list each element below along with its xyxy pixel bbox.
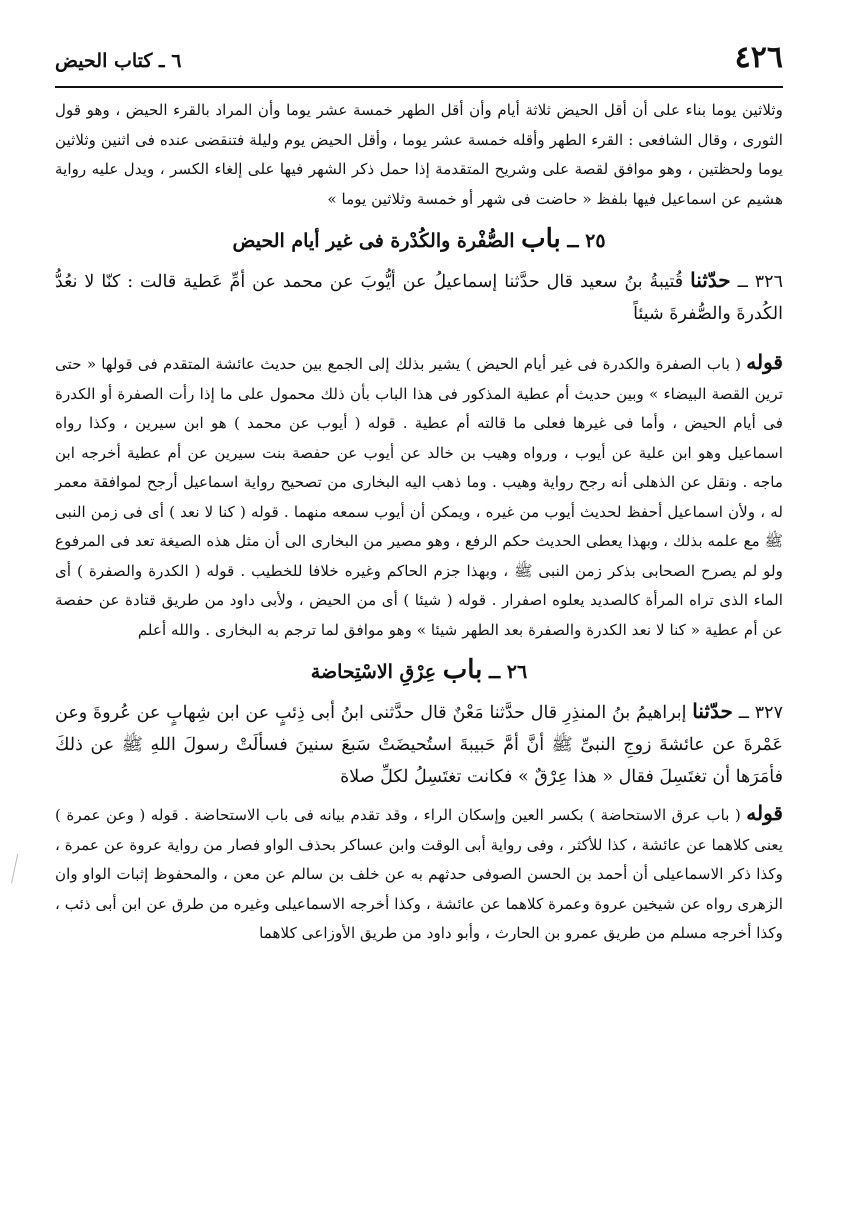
hadith-text: قُتيبةُ بنُ سعيد قال حدَّثنا إسماعيلُ عن أيُّوبَ عن محمد عن أمِّ عَطية قالت : كنّا لا نعُدُّ الكُدرةَ والصُّفرةَ شيئاً: [55, 272, 783, 324]
chapter-title: الصُّفْرة والكُدْرة فى غير أيام الحيض: [232, 230, 515, 252]
chapter-number: ٢٥ ــ: [567, 230, 606, 252]
separator: [55, 336, 783, 348]
commentary-text: ( باب الصفرة والكدرة فى غير أيام الحيض ) يشير بذلك إلى الجمع بين حديث عائشة المتقدم فى قولها « حتى ترين القصة البيضاء » وبين حديث أم عطية المذكور فى هذا الباب بأن ذلك محمول على ما إذا رأت الصفرة أو الكدرة فى أيام الحيض ، وأما فى غيرها فعلى ما قالته أم عطية . قوله ( أيوب عن محمد ) هو ابن سيرين ، وكذا رواه اسماعيل وهو ابن علية عن أيوب ، ورواه وهيب بن خالد عن أيوب عن حفصة بنت سيرين عن أم عطية أخرجه ابن ماجه . ونقل عن الذهلى أنه رجح رواية وهيب . وما ذهب اليه البخارى من تصحيح رواية اسماعيل أرجح لموافقة معمر له ، ولأن اسماعيل أحفظ لحديث أيوب من غيره ، ويمكن أن أيوب سمعه منهما . قوله ( كنا لا نعد ) أى فى زمن النبى ﷺ مع علمه بذلك ، وبهذا يعطى الحديث حكم الرفع ، وهو مصير من البخارى الى أن مثل هذه الصيغة تعد فى المرفوع ولو لم يصرح الصحابى بذكر زمن النبى ﷺ ، وبهذا جزم الحاكم وغيره خلافا للخطيب . قوله ( الكدرة والصفرة ) أى الماء الذى تراه المرأة كالصديد يعلوه اصفرار . قوله ( شيئا ) أى من الحيض ، ولأبى داود من طريق قتادة عن حفصة عن أم عطية « كنا لا نعد الكدرة والصفرة بعد الطهر شيئا » وهو موافق لما ترجم به البخارى . والله أعلم: [55, 355, 783, 639]
bab-word: باب: [521, 224, 561, 254]
commentary-text: ( باب عرق الاستحاضة ) بكسر العين وإسكان الراء ، وقد تقدم بيانه فى باب الاستحاضة . قوله ( وعن عمرة ) يعنى كلاهما عن عائشة ، كذا للأكثر ، وفى رواية أبى الوقت وابن عساكر بحذف الواو فصار من رواية عروة عن عمرة ، وكذا ذكر الاسماعيلى أن أحمد بن الحسن الصوفى حدثهم به عن خلف بن سالم عن معن ، والمحفوظ إثبات الواو وان الزهرى رواه عن شيخين عروة وعمرة كلاهما عن عائشة ، وكذا أخرجه الاسماعيلى وغيره من طرق عن ابن أبى ذئب ، وكذا أخرجه مسلم من طريق عمرو بن الحارث ، وأبو داود من طريق الأوزاعى كلاهما: [55, 806, 783, 942]
commentary-327: [55, 799, 783, 949]
hadith-326: [55, 264, 783, 330]
hadith-number: ٣٢٦ ــ: [737, 272, 783, 292]
hadith-lead: حدّثنا: [692, 699, 733, 723]
intro-commentary: وثلاثين يوما بناء على أن أقل الحيض ثلاثة أيام وأن أقل الطهر خمسة عشر يوما وأن المراد بالقرء الحيض ، وهو قول الثورى ، وقال الشافعى : القرء الطهر وأقله خمسة عشر يوما ، وأقل الحيض يوم وليلة فتنقضى عنده فى اثنين وثلاثين يوما ولحظتين ، وهو موافق لقصة على وشريح المتقدمة إذا حمل ذكر الشهر فيها على إلغاء الكسر ، ويدل عليه رواية هشيم عن اسماعيل فيها بلفظ « حاضت فى شهر أو خمسة وثلاثين يوما »: [55, 101, 783, 208]
hadith-lead: حدّثنا: [690, 268, 731, 292]
margin-mark: [11, 854, 32, 886]
chapter-heading-26: [55, 655, 783, 687]
page-number: ٤٢٦: [734, 40, 783, 75]
commentary-326: [55, 348, 783, 645]
chapter-title: عِرْقِ الاسْتِحاضة: [310, 661, 437, 683]
page: [55, 38, 783, 949]
page-header: [55, 38, 783, 88]
chapter-number: ٢٦ ــ: [489, 661, 528, 683]
hadith-327: [55, 695, 783, 793]
hadith-text: إبراهيمُ بنُ المنذِرِ قال حدَّثنا مَعْنٌ قال حدَّثنى ابنُ أبى ذِئبٍ عن ابن شِهابٍ عن عُروةَ وعن عَمْرةَ عن عائشةَ زوجِ النبىِّ ﷺ أنَّ أمَّ حَبيبةَ استُحيضَتْ سَبعَ سنينَ فسألَتْ رسولَ اللهِ ﷺ عن ذلكَ فأمَرَها أن تغتَسِلَ فقال « هذا عِرْقٌ » فكانت تغتَسِلُ لكلِّ صلاة: [55, 703, 783, 787]
commentary-lead: قوله: [746, 350, 783, 374]
hadith-number: ٣٢٧ ــ: [738, 703, 783, 723]
bab-word: باب: [442, 655, 483, 685]
chapter-heading-25: [55, 224, 783, 256]
running-chapter-title: ٦ ـ كتاب الحيض: [55, 50, 182, 72]
commentary-lead: قوله: [746, 801, 783, 825]
